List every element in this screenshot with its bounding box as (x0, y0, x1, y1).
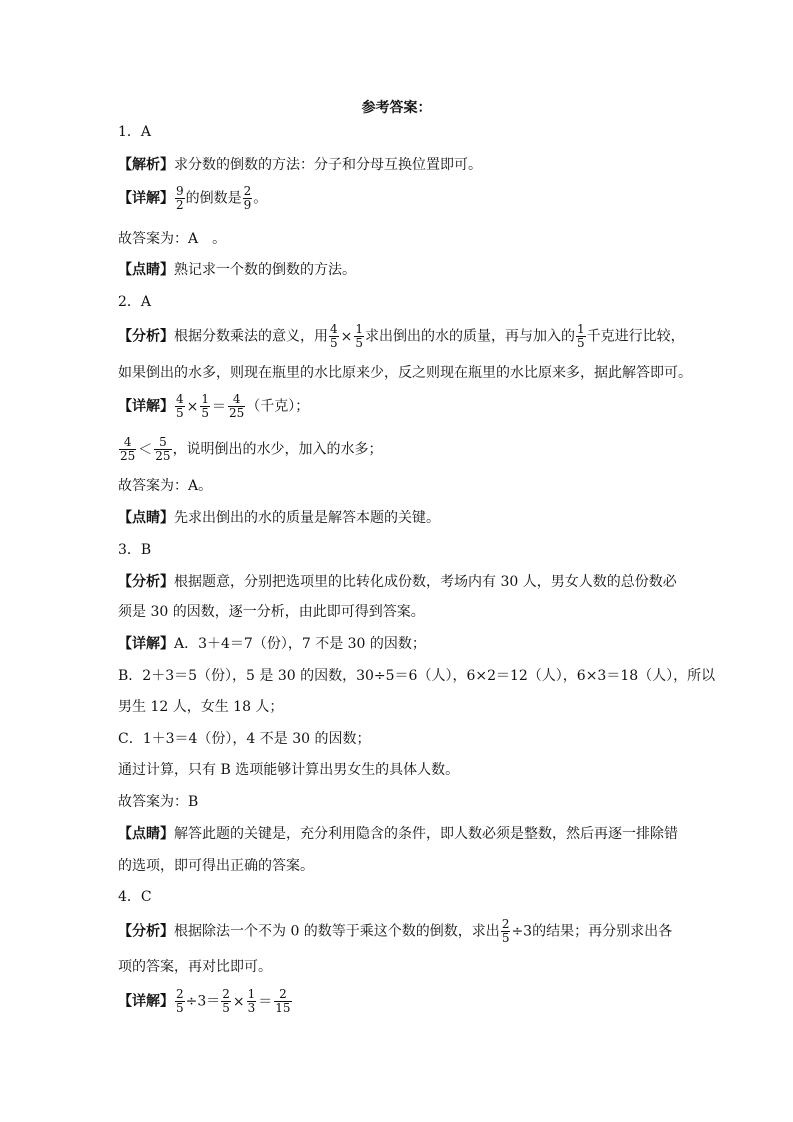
fraction: $\frac{4}{5}$ (176, 392, 184, 420)
page-title: 参考答案： (361, 100, 432, 116)
q3-detail-b: B．2＋3＝5（份），5 是 30 的因数，30÷5＝6（人），6×2＝12（人），6×3＝18（人），所以 (118, 668, 716, 684)
q1-analysis (118, 154, 482, 176)
tip-tag: 【点睛】 (118, 262, 174, 278)
q3-detail-conclusion: 通过计算，只有 B 选项能够计算出男女生的具体人数。 (118, 762, 460, 778)
fraction: $\frac{9}{2}$ (176, 184, 184, 212)
fraction: $\frac{4}{25}$ (120, 435, 136, 463)
q2-analysis-line1: 【分析】根据分数乘法的意义，用 $\frac{4}{5}$ × $\frac{1}{5}$ 求出倒出的水的质量，再与加入的 $\frac{1}{5}$ 千克进行比较， (118, 322, 685, 350)
q2-analysis-line2: 如果倒出的水多，则现在瓶里的水比原来少，反之则现在瓶里的水比原来多，据此解答即可。 (118, 365, 692, 381)
q1-tip: 【点睛】熟记求一个数的倒数的方法。 (118, 262, 356, 278)
q1-header: 1．A (118, 124, 152, 140)
q2-detail: 【详解】 $\frac{4}{5}$ × $\frac{1}{5}$ ＝ $\frac{4}{25}$ （千克）； (118, 392, 310, 420)
q3-analysis-line2: 须是 30 的因数，逐一分析，由此即可得到答案。 (118, 604, 425, 620)
q2-header: 2．A (118, 294, 152, 310)
fraction: $\frac{2}{9}$ (243, 184, 252, 212)
q3-detail-a: 【详解】A．3＋4＝7（份），7 不是 30 的因数； (118, 636, 426, 652)
q3-detail-b2: 男生 12 人，女生 18 人； (118, 699, 284, 715)
q1-detail: 【详解】 $\frac{9}{2}$ 的倒数是 $\frac{2}{9}$ 。 (118, 184, 268, 212)
analysis-text: 求分数的倒数的方法：分子和分母互换位置即可。 (174, 157, 482, 173)
fraction: $\frac{4}{5}$ (330, 322, 338, 350)
q4-analysis-line2: 项的答案，再对比即可。 (118, 959, 272, 975)
fraction: $\frac{1}{5}$ (201, 392, 210, 420)
fraction: $\frac{4}{25}$ (229, 392, 245, 420)
q2-answer: 故答案为：A。 (118, 478, 213, 494)
q4-analysis-line1: 【分析】根据除法一个不为 0 的数等于乘这个数的倒数，求出 $\frac{2}{5}$ ÷3的结果；再分别求出各 (118, 917, 673, 945)
analysis-tag: 【解析】 (118, 157, 174, 173)
q4-header: 4．C (118, 889, 152, 905)
q3-tip-line1: 【点睛】解答此题的关键是，充分利用隐含的条件，即人数必须是整数，然后再逐一排除错 (118, 826, 678, 842)
q2-compare: $\frac{4}{25}$ ＜ $\frac{5}{25}$ ，说明倒出的水少，加入的水多； (120, 435, 383, 463)
fraction: $\frac{1}{5}$ (577, 322, 585, 350)
q3-detail-c: C．1＋3＝4（份），4 不是 30 的因数； (118, 731, 371, 747)
fraction: $\frac{2}{5}$ (501, 917, 510, 945)
q3-answer: 故答案为：B (118, 794, 199, 810)
fraction: $\frac{1}{5}$ (355, 322, 364, 350)
q3-tip-line2: 的选项，即可得出正确的答案。 (118, 858, 314, 874)
fraction: $\frac{1}{3}$ (247, 987, 256, 1015)
fraction: $\frac{5}{25}$ (155, 435, 171, 463)
q2-tip: 【点睛】先求出倒出的水的质量是解答本题的关键。 (118, 510, 440, 526)
fraction: $\frac{2}{5}$ (176, 987, 184, 1015)
q4-detail: 【详解】 $\frac{2}{5}$ ÷3＝ $\frac{2}{5}$ × $\frac{1}{3}$ ＝ $\frac{2}{15}$ (118, 987, 291, 1015)
q3-header: 3．B (118, 542, 152, 558)
fraction: $\frac{2}{15}$ (275, 987, 291, 1015)
q3-analysis-line1: 【分析】根据题意，分别把选项里的比转化成份数，考场内有 30 人，男女人数的总份数必 (118, 574, 677, 590)
detail-tag: 【详解】 (118, 190, 174, 207)
q1-answer: 故答案为：A 。 (118, 231, 227, 247)
fraction: $\frac{2}{5}$ (222, 987, 230, 1015)
